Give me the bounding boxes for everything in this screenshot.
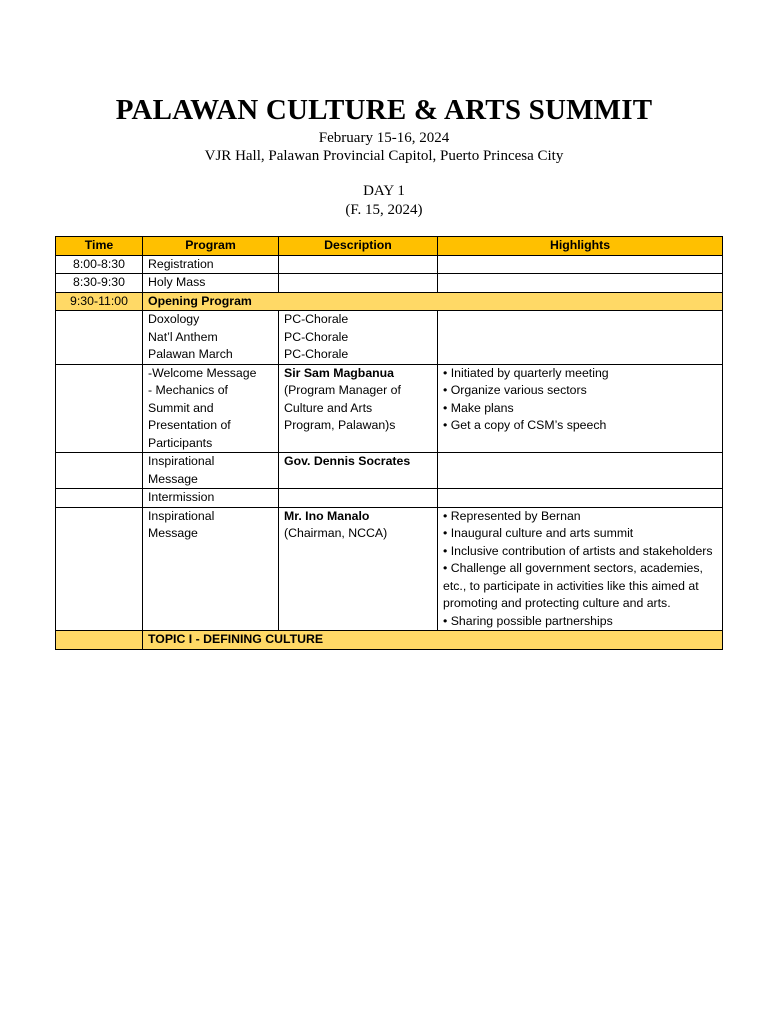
section-title: TOPIC I - DEFINING CULTURE bbox=[143, 631, 723, 650]
highlights-cell bbox=[438, 311, 723, 365]
program-line: Inspirational bbox=[148, 454, 215, 468]
col-header-highlights: Highlights bbox=[438, 237, 723, 256]
description-line: PC-Chorale bbox=[284, 347, 349, 361]
highlight-item: • Challenge all government sectors, academies, etc., to participate in activities like this aimed at promoting and protecting culture and arts. bbox=[443, 560, 717, 613]
time-cell bbox=[56, 311, 143, 365]
time-cell bbox=[56, 507, 143, 631]
program-cell: Registration bbox=[143, 255, 279, 274]
event-date: February 15-16, 2024 bbox=[318, 130, 450, 146]
description-line: PC-Chorale bbox=[284, 329, 349, 344]
time-cell bbox=[56, 631, 143, 650]
table-row bbox=[56, 489, 723, 508]
program-cell bbox=[143, 507, 279, 631]
program-cell bbox=[143, 311, 279, 365]
program-cell: Holy Mass bbox=[143, 274, 279, 293]
table-row-opening-program bbox=[56, 292, 723, 311]
section-title: Opening Program bbox=[143, 292, 723, 311]
table-row-topic bbox=[56, 631, 723, 650]
description-cell bbox=[279, 489, 438, 508]
description-cell bbox=[279, 507, 438, 631]
highlights-list bbox=[443, 365, 717, 435]
col-header-program: Program bbox=[143, 237, 279, 256]
time-cell: 8:30-9:30 bbox=[56, 274, 143, 293]
program-cell: Intermission bbox=[143, 489, 279, 508]
highlights-list bbox=[443, 508, 717, 631]
description-cell bbox=[279, 311, 438, 365]
speaker-name: Mr. Ino Manalo bbox=[284, 508, 370, 523]
program-line: Participants bbox=[148, 435, 213, 450]
time-cell bbox=[56, 489, 143, 508]
col-header-time: Time bbox=[56, 237, 143, 256]
highlight-item: • Represented by Bernan bbox=[443, 508, 717, 526]
program-line: Palawan March bbox=[148, 347, 233, 361]
highlight-item: • Make plans bbox=[443, 400, 717, 418]
description-line: Program, Palawan)s bbox=[284, 418, 396, 432]
event-venue: VJR Hall, Palawan Provincial Capitol, Puerto Princesa City bbox=[204, 148, 564, 164]
highlight-item: • Inaugural culture and arts summit bbox=[443, 525, 717, 543]
table-row bbox=[56, 364, 723, 453]
program-line: Doxology bbox=[148, 312, 200, 326]
description-cell bbox=[279, 364, 438, 453]
program-line: Message bbox=[148, 471, 198, 486]
schedule-table bbox=[55, 236, 723, 650]
table-row bbox=[56, 274, 723, 293]
table-header-row bbox=[56, 237, 723, 256]
highlight-item: • Sharing possible partnerships bbox=[443, 613, 717, 631]
description-cell bbox=[279, 255, 438, 274]
description-cell bbox=[279, 274, 438, 293]
highlight-item: • Organize various sectors bbox=[443, 382, 717, 400]
highlights-cell bbox=[438, 364, 723, 453]
day-date: (F. 15, 2024) bbox=[345, 202, 423, 218]
highlight-item: • Inclusive contribution of artists and stakeholders bbox=[443, 543, 717, 561]
description-line: (Chairman, NCCA) bbox=[284, 526, 388, 540]
table-row bbox=[56, 507, 723, 631]
program-line: Message bbox=[148, 526, 198, 540]
highlight-item: • Initiated by quarterly meeting bbox=[443, 365, 717, 383]
highlight-item: • Get a copy of CSM’s speech bbox=[443, 417, 717, 435]
time-cell bbox=[56, 453, 143, 489]
description-line: PC-Chorale bbox=[284, 312, 349, 326]
speaker-name: Gov. Dennis Socrates bbox=[279, 453, 438, 489]
program-cell bbox=[143, 453, 279, 489]
description-line: Culture and Arts bbox=[284, 400, 373, 415]
time-cell: 9:30-11:00 bbox=[56, 292, 143, 311]
speaker-name: Sir Sam Magbanua bbox=[284, 365, 395, 380]
highlights-cell bbox=[438, 489, 723, 508]
page-title: PALAWAN CULTURE & ARTS SUMMIT bbox=[115, 94, 653, 126]
highlights-cell bbox=[438, 255, 723, 274]
table-row bbox=[56, 453, 723, 489]
highlights-cell bbox=[438, 507, 723, 631]
program-line: -Welcome Message bbox=[148, 365, 257, 380]
program-line: Summit and bbox=[148, 400, 214, 415]
highlights-cell bbox=[438, 274, 723, 293]
table-row bbox=[56, 311, 723, 365]
program-cell bbox=[143, 364, 279, 453]
program-line: Inspirational bbox=[148, 508, 215, 523]
program-line: - Mechanics of bbox=[148, 383, 228, 397]
table-row bbox=[56, 255, 723, 274]
time-cell: 8:00-8:30 bbox=[56, 255, 143, 274]
time-cell bbox=[56, 364, 143, 453]
day-label: DAY 1 bbox=[363, 183, 405, 199]
program-line: Nat’l Anthem bbox=[148, 329, 218, 344]
description-line: (Program Manager of bbox=[284, 383, 401, 397]
highlights-cell bbox=[438, 453, 723, 489]
col-header-description: Description bbox=[279, 237, 438, 256]
program-line: Presentation of bbox=[148, 418, 231, 432]
